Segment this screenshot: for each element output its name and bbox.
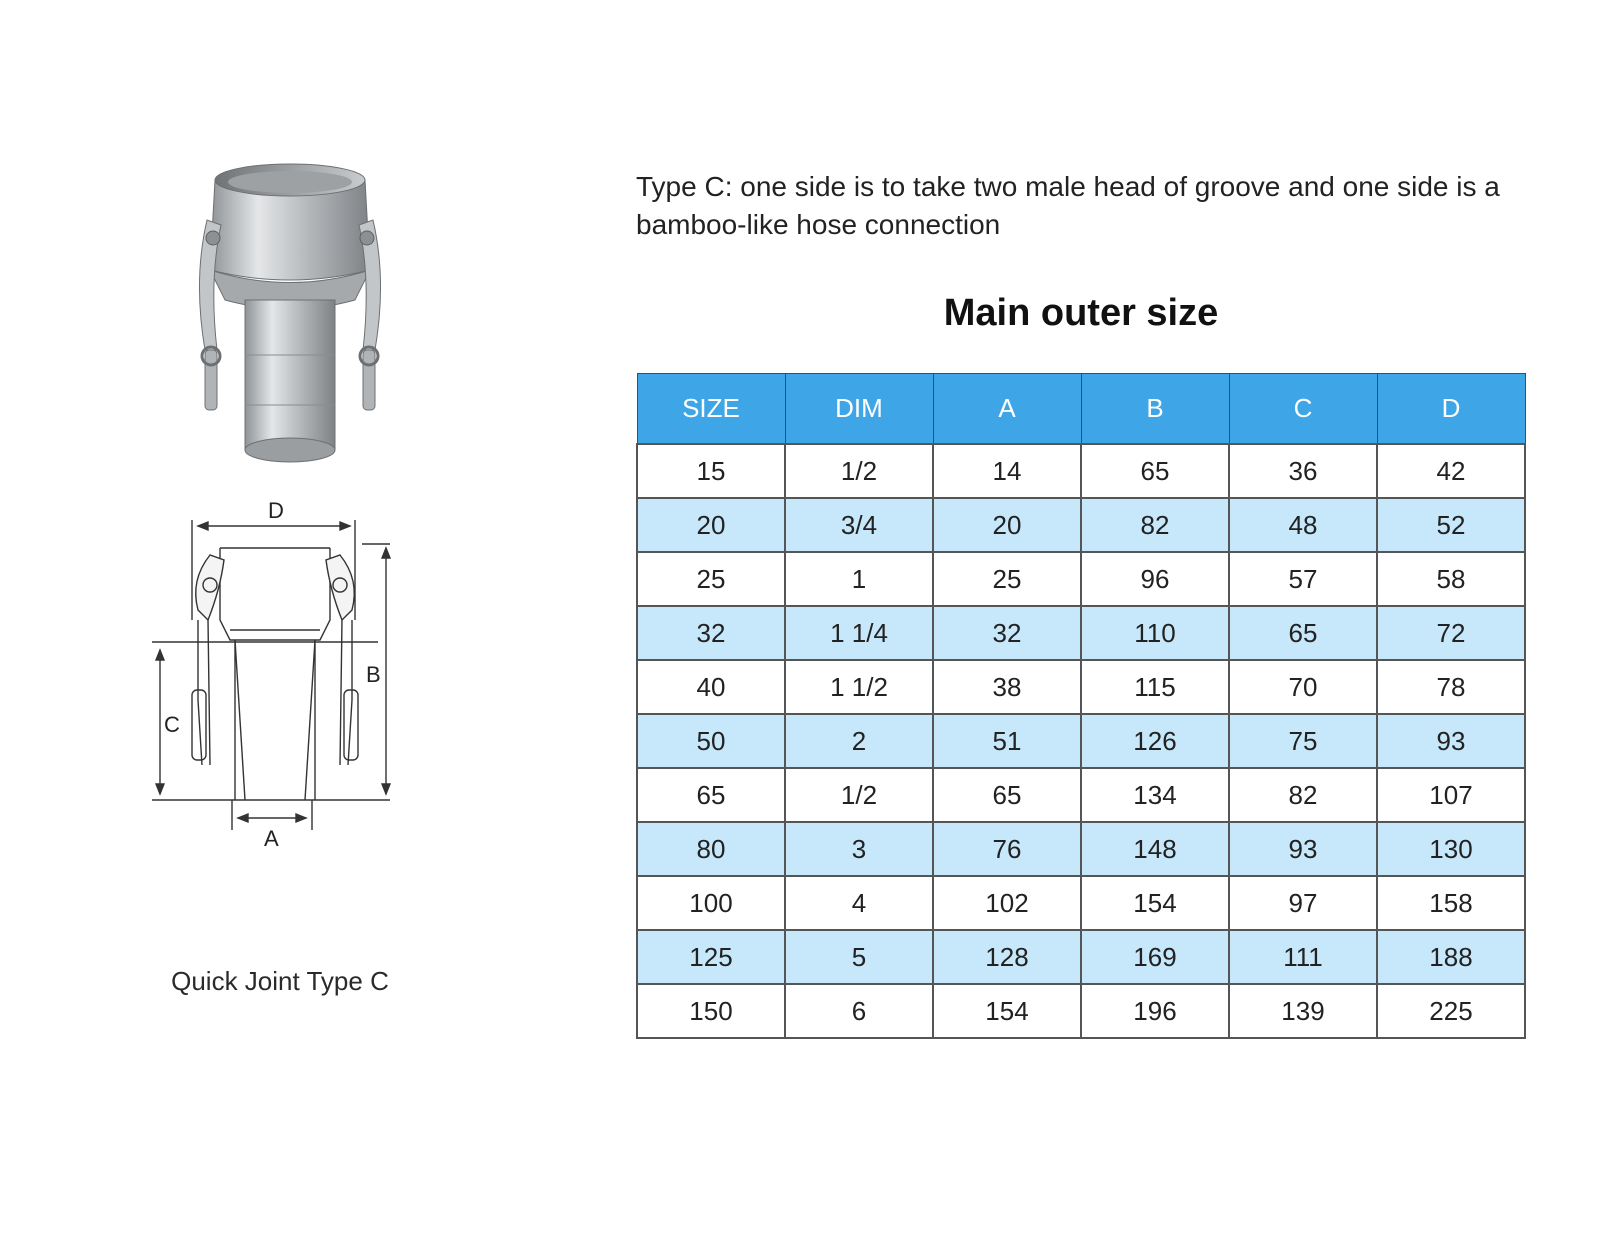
column-header-b: B bbox=[1081, 374, 1229, 445]
table-cell-c: 93 bbox=[1229, 822, 1377, 876]
table-row bbox=[637, 444, 1525, 498]
table-cell-a: 25 bbox=[933, 552, 1081, 606]
table-cell-d: 58 bbox=[1377, 552, 1525, 606]
table-cell-d: 72 bbox=[1377, 606, 1525, 660]
table-cell-b: 134 bbox=[1081, 768, 1229, 822]
table-cell-b: 169 bbox=[1081, 930, 1229, 984]
table-cell-dim: 1/2 bbox=[785, 768, 933, 822]
table-cell-a: 76 bbox=[933, 822, 1081, 876]
table-cell-b: 65 bbox=[1081, 444, 1229, 498]
table-cell-c: 36 bbox=[1229, 444, 1377, 498]
table-cell-size: 65 bbox=[637, 768, 785, 822]
size-table bbox=[636, 373, 1526, 1039]
table-cell-size: 20 bbox=[637, 498, 785, 552]
table-cell-d: 78 bbox=[1377, 660, 1525, 714]
table-cell-b: 196 bbox=[1081, 984, 1229, 1038]
table-cell-dim: 6 bbox=[785, 984, 933, 1038]
table-cell-c: 57 bbox=[1229, 552, 1377, 606]
table-row bbox=[637, 552, 1525, 606]
table-cell-a: 154 bbox=[933, 984, 1081, 1038]
table-row bbox=[637, 984, 1525, 1038]
dimension-drawing bbox=[150, 500, 410, 870]
table-cell-a: 128 bbox=[933, 930, 1081, 984]
table-cell-d: 52 bbox=[1377, 498, 1525, 552]
table-cell-a: 51 bbox=[933, 714, 1081, 768]
dim-label-a: A bbox=[264, 826, 279, 851]
table-cell-dim: 2 bbox=[785, 714, 933, 768]
product-caption: Quick Joint Type C bbox=[171, 966, 389, 996]
table-cell-b: 110 bbox=[1081, 606, 1229, 660]
table-cell-a: 38 bbox=[933, 660, 1081, 714]
table-cell-size: 25 bbox=[637, 552, 785, 606]
table-cell-c: 75 bbox=[1229, 714, 1377, 768]
dim-label-d: D bbox=[268, 500, 284, 523]
table-cell-dim: 1/2 bbox=[785, 444, 933, 498]
table-cell-dim: 3 bbox=[785, 822, 933, 876]
table-body bbox=[637, 444, 1525, 1038]
table-cell-a: 32 bbox=[933, 606, 1081, 660]
table-cell-c: 139 bbox=[1229, 984, 1377, 1038]
table-cell-c: 70 bbox=[1229, 660, 1377, 714]
column-header-d: D bbox=[1377, 374, 1525, 445]
table-cell-c: 65 bbox=[1229, 606, 1377, 660]
table-cell-a: 65 bbox=[933, 768, 1081, 822]
table-cell-c: 48 bbox=[1229, 498, 1377, 552]
column-header-dim: DIM bbox=[785, 374, 933, 445]
table-cell-dim: 4 bbox=[785, 876, 933, 930]
table-row bbox=[637, 930, 1525, 984]
table-cell-b: 148 bbox=[1081, 822, 1229, 876]
table-cell-size: 32 bbox=[637, 606, 785, 660]
table-cell-d: 107 bbox=[1377, 768, 1525, 822]
table-header-row bbox=[637, 374, 1525, 445]
table-cell-b: 96 bbox=[1081, 552, 1229, 606]
column-header-a: A bbox=[933, 374, 1081, 445]
table-cell-size: 80 bbox=[637, 822, 785, 876]
table-cell-b: 82 bbox=[1081, 498, 1229, 552]
table-cell-dim: 1 1/4 bbox=[785, 606, 933, 660]
table-cell-size: 100 bbox=[637, 876, 785, 930]
table-cell-d: 225 bbox=[1377, 984, 1525, 1038]
column-header-c: C bbox=[1229, 374, 1377, 445]
table-cell-d: 42 bbox=[1377, 444, 1525, 498]
table-title: Main outer size bbox=[943, 292, 1219, 334]
table-cell-c: 111 bbox=[1229, 930, 1377, 984]
dim-label-b: B bbox=[366, 662, 381, 687]
table-row bbox=[637, 714, 1525, 768]
table-cell-size: 50 bbox=[637, 714, 785, 768]
product-description: Type C: one side is to take two male head of groove and one side is a bamboo-like hose connection bbox=[636, 171, 1500, 240]
table-cell-size: 125 bbox=[637, 930, 785, 984]
column-header-size: SIZE bbox=[637, 374, 785, 445]
table-cell-d: 93 bbox=[1377, 714, 1525, 768]
table-cell-c: 82 bbox=[1229, 768, 1377, 822]
table-cell-c: 97 bbox=[1229, 876, 1377, 930]
table-cell-dim: 1 bbox=[785, 552, 933, 606]
table-cell-a: 20 bbox=[933, 498, 1081, 552]
table-cell-size: 15 bbox=[637, 444, 785, 498]
table-cell-d: 188 bbox=[1377, 930, 1525, 984]
table-row bbox=[637, 768, 1525, 822]
table-row bbox=[637, 660, 1525, 714]
table-cell-b: 115 bbox=[1081, 660, 1229, 714]
table-cell-d: 158 bbox=[1377, 876, 1525, 930]
dim-label-c: C bbox=[164, 712, 180, 737]
table-cell-size: 40 bbox=[637, 660, 785, 714]
table-row bbox=[637, 822, 1525, 876]
table-cell-b: 126 bbox=[1081, 714, 1229, 768]
table-cell-dim: 5 bbox=[785, 930, 933, 984]
table-cell-dim: 1 1/2 bbox=[785, 660, 933, 714]
table-cell-a: 14 bbox=[933, 444, 1081, 498]
table-cell-size: 150 bbox=[637, 984, 785, 1038]
table-cell-a: 102 bbox=[933, 876, 1081, 930]
table-cell-d: 130 bbox=[1377, 822, 1525, 876]
table-row bbox=[637, 606, 1525, 660]
table-cell-dim: 3/4 bbox=[785, 498, 933, 552]
product-photo bbox=[185, 150, 395, 490]
table-row bbox=[637, 498, 1525, 552]
table-cell-b: 154 bbox=[1081, 876, 1229, 930]
table-row bbox=[637, 876, 1525, 930]
